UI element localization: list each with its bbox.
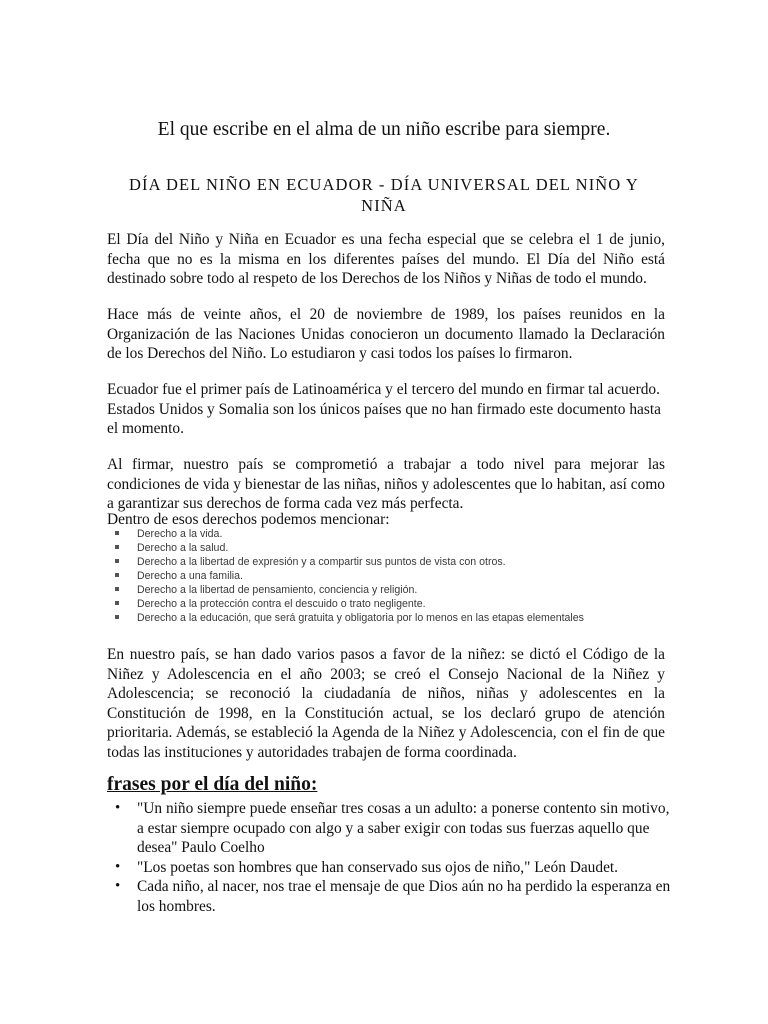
list-item: [112, 799, 672, 858]
list-item-text: Cada niño, al nacer, nos trae el mensaje de que Dios aún no ha perdido la esperanza en los hombres.: [137, 878, 671, 915]
quotes-list: [112, 799, 672, 916]
list-item-text: Derecho a la salud.: [137, 542, 229, 554]
list-item-text: Derecho a la libertad de expresión y a compartir sus puntos de vista con otros.: [137, 556, 506, 568]
paragraph-progress: En nuestro país, se han dado varios pasos a favor de la niñez: se dictó el Código de la Niñez y Adolescencia en el año 2003; se creó el Consejo Nacional de la Niñez y Adolescencia; se reconoció la ciudadanía de niños, niñas y adolescentes en la Constitución de 1998, en la Constitución actual, se los declaró grupo de atención prioritaria. Además, se estableció la Agenda de la Niñez y Adolescencia, con el fin de que todas las instituciones y autoridades trabajen de forma coordinada.: [107, 646, 665, 761]
list-item-text: "Un niño siempre puede enseñar tres cosas a un adulto: a ponerse contento sin motivo, a estar siempre ocupado con algo y a saber exigir con todas sus fuerzas aquello que desea" Paulo Coelho: [137, 800, 670, 856]
square-bullet-icon: [115, 545, 119, 549]
paragraph-commitment: Al firmar, nuestro país se comprometió a trabajar a todo nivel para mejorar las condiciones de vida y bienestar de las niñas, niños y adolescentes que lo habitan, así como a garantizar sus derechos de forma cada vez más perfecta.: [107, 456, 665, 512]
list-item-text: Derecho a la libertad de pensamiento, conciencia y religión.: [137, 584, 418, 596]
list-item: [112, 877, 672, 916]
list-item-text: Derecho a la vida.: [137, 528, 223, 540]
page-title: DÍA DEL NIÑO EN ECUADOR - DÍA UNIVERSAL DEL NIÑO Y NIÑA: [129, 175, 639, 215]
paragraph-intro: El Día del Niño y Niña en Ecuador es una fecha especial que se celebra el 1 de junio, fecha que no es la misma en los diferentes países del mundo. El Día del Niño está destinado sobre todo al respeto de los Derechos de los Niños y Niñas de todo el mundo.: [107, 231, 665, 287]
square-bullet-icon: [115, 601, 119, 605]
list-item: [110, 527, 670, 541]
square-bullet-icon: [115, 531, 119, 535]
list-item: [110, 583, 670, 597]
paragraph-declaration: Hace más de veinte años, el 20 de noviembre de 1989, los países reunidos en la Organización de las Naciones Unidas conocieron un documento llamado la Declaración de los Derechos del Niño. Lo estudiaron y casi todos los países lo firmaron.: [107, 306, 665, 362]
paragraph-ecuador-first: Ecuador fue el primer país de Latinoamérica y el tercero del mundo en firmar tal acuerdo. Estados Unidos y Somalia son los únicos países que no han firmado este documento hasta el momento.: [107, 381, 661, 437]
rights-list: [110, 527, 670, 625]
bullet-icon: •: [115, 800, 121, 816]
list-item-text: "Los poetas son hombres que han conservado sus ojos de niño," León Daudet.: [137, 858, 619, 876]
square-bullet-icon: [115, 615, 119, 619]
list-item-text: Derecho a la protección contra el descuido o trato negligente.: [137, 598, 426, 610]
list-item-text: Derecho a una familia.: [137, 570, 243, 582]
list-item-text: Derecho a la educación, que será gratuita y obligatoria por lo menos en las etapas elementales: [137, 612, 584, 624]
list-item: [110, 597, 670, 611]
list-item: [112, 858, 672, 878]
quotes-heading: frases por el día del niño:: [107, 774, 318, 795]
bullet-icon: •: [115, 878, 121, 894]
square-bullet-icon: [115, 587, 119, 591]
list-item: [110, 611, 670, 625]
list-item: [110, 541, 670, 555]
square-bullet-icon: [115, 573, 119, 577]
rights-intro: Dentro de esos derechos podemos mencionar:: [107, 511, 390, 528]
list-item: [110, 555, 670, 569]
bullet-icon: •: [115, 858, 121, 875]
square-bullet-icon: [115, 559, 119, 563]
list-item: [110, 569, 670, 583]
motto-line: El que escribe en el alma de un niño escribe para siempre.: [157, 119, 611, 140]
